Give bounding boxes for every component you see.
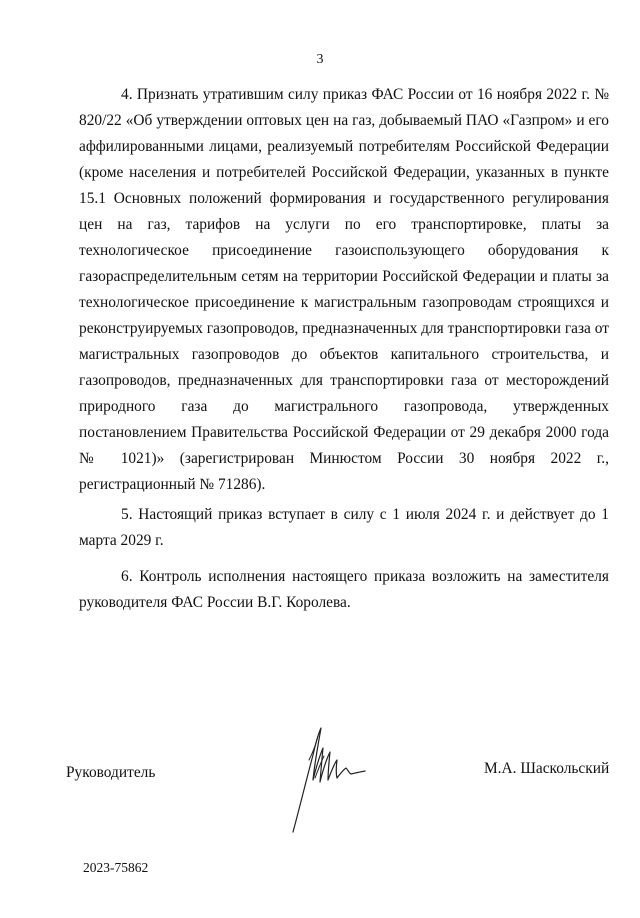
document-number: 2023-75862: [83, 860, 149, 875]
paragraph-6: 6. Контроль исполнения настоящего приказа возложить на заместителя руководителя ФАС России В.Г. Королева.: [79, 568, 609, 611]
signer-name: М.А. Шаскольский: [484, 760, 610, 777]
document-body: [79, 82, 609, 616]
signer-position: Руководитель: [66, 764, 156, 781]
handwritten-signature: [275, 700, 375, 840]
page-number: 3: [316, 52, 324, 67]
paragraph-4: 4. Признать утратившим силу приказ ФАС России от 16 ноября 2022 г. № 820/22 «Об утверждении оптовых цен на газ, добываемый ПАО «Газпром» и его аффилированными лицами, реализуемый потребителям Российской Федерации (кроме населения и потребителей Российской Федерации, указанных в пункте 15.1 Основных положений формирования и государственного регулирования цен на газ, тарифов на услуги по его транспортировке, платы за технологическое присоединение газоиспользующего оборудования к газораспределительным сетям на территории Российской Федерации и платы за технологическое присоединение к магистральным газопроводам строящихся и реконструируемых газопроводов, предназначенных для транспортировки газа от магистральных газопроводов до объектов капитального строительства, и газопроводов, предназначенных для транспортировки газа от месторождений природного газа до магистрального газопровода, утвержденных постановлением Правительства Российской Федерации от 29 декабря 2000 года № 1021)» (зарегистрирован Минюстом России 30 ноября 2022 г., регистрационный № 71286).: [79, 86, 609, 493]
paragraph-5: 5. Настоящий приказ вступает в силу с 1 июля 2024 г. и действует до 1 марта 2029 г.: [79, 506, 609, 549]
